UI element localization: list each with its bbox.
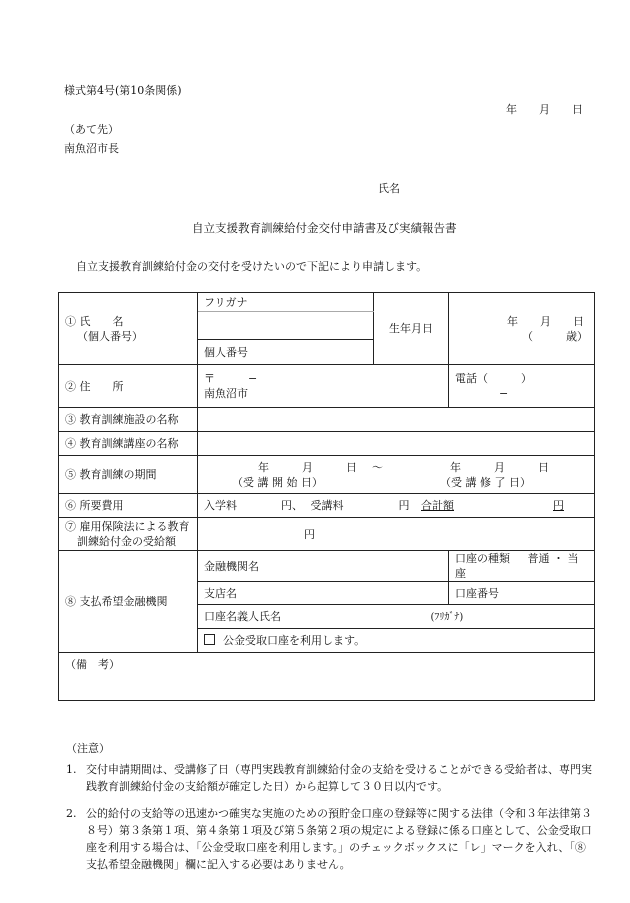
account-type-cell[interactable] bbox=[449, 551, 595, 582]
entrance-fee: 入学料 円、 bbox=[204, 499, 303, 512]
note-text: 交付申請期間は、受講修了日（専門実践教育訓練給付金の支給を受けることができる受給者は、専門実践教育訓練給付金の支給額が確定した日）から起算して３０日以内です。 bbox=[86, 763, 592, 793]
remarks-label: （備 考） bbox=[65, 658, 120, 671]
form-title: 自立支援教育訓練給付金交付申請書及び実績報告書 bbox=[192, 221, 457, 235]
start-date: 年 月 日 bbox=[258, 460, 357, 474]
holder-kana-label: (ﾌﾘｶﾞﾅ) bbox=[430, 611, 464, 623]
remarks-cell[interactable] bbox=[59, 653, 595, 701]
dob-cell[interactable] bbox=[449, 293, 595, 365]
public-account-checkbox[interactable] bbox=[204, 634, 215, 645]
dob-label: 生年月日 bbox=[374, 293, 449, 365]
phone-dash: − bbox=[499, 387, 509, 400]
period-cell[interactable] bbox=[198, 456, 595, 494]
total-yen: 円 bbox=[553, 499, 564, 512]
account-number-cell[interactable] bbox=[449, 582, 595, 605]
end-date-label: （受 講 修 了 日） bbox=[440, 475, 531, 489]
applicant-name-label: 氏名 bbox=[378, 182, 400, 195]
end-date: 年 月 日 bbox=[450, 460, 549, 474]
name-label-cell bbox=[59, 293, 198, 365]
dob-value: 年 月 日 bbox=[507, 314, 584, 328]
benefit-label-2: 訓練給付金の受給額 bbox=[77, 535, 176, 548]
start-date-label: （受 講 開 始 日） bbox=[232, 475, 323, 489]
furigana-label: フリガナ bbox=[204, 295, 248, 309]
account-type-value: 普通 ・ 当座 bbox=[455, 552, 579, 580]
period-tilde: 〜 bbox=[372, 460, 383, 474]
application-table bbox=[58, 292, 595, 701]
name-input-cell[interactable] bbox=[198, 312, 374, 340]
note-number: 1. bbox=[66, 763, 77, 776]
benefit-cell[interactable] bbox=[198, 518, 595, 551]
account-number-label: 口座番号 bbox=[455, 586, 499, 600]
institution-cell[interactable] bbox=[198, 551, 449, 582]
my-number-label: （個人番号） bbox=[77, 329, 143, 343]
notes-section bbox=[66, 740, 596, 873]
phone-cell[interactable] bbox=[449, 365, 595, 408]
furigana-cell[interactable] bbox=[198, 293, 374, 312]
cost-label: ⑥ 所要費用 bbox=[59, 494, 198, 518]
address-label: ② 住 所 bbox=[59, 365, 198, 408]
form-number: 様式第4号(第10条関係) bbox=[64, 84, 182, 97]
my-number-field-label: 個人番号 bbox=[204, 345, 248, 359]
note-text: 公的給付の支給等の迅速かつ確実な実施のための預貯金口座の登録等に関する法律（令和３年法律第３８号）第３条第１項、第４条第１項及び第５条第２項の規定による登録に係る口座として、公金受取口座を利用する場合は、「公金受取口座を利用します。」のチェックボックスに「レ」マークを入れ、「⑧支払希望金融機関」欄に記入する必要はありません。 bbox=[86, 807, 592, 871]
my-number-cell[interactable] bbox=[198, 340, 374, 365]
note-number: 2. bbox=[66, 807, 77, 820]
period-label: ⑤ 教育訓練の期間 bbox=[59, 456, 198, 494]
note-item bbox=[66, 805, 596, 873]
benefit-yen: 円 bbox=[304, 527, 315, 541]
course-label: ④ 教育訓練講座の名称 bbox=[59, 432, 198, 456]
public-account-label: 公金受取口座を利用します。 bbox=[223, 634, 366, 647]
addressee-label: （あて先） bbox=[64, 123, 119, 136]
account-type-label: 口座の種類 bbox=[455, 552, 510, 565]
benefit-label-cell bbox=[59, 518, 198, 551]
name-label: ① 氏 名 bbox=[65, 314, 124, 328]
note-item bbox=[66, 761, 596, 795]
holder-label: 口座名義人氏名 bbox=[204, 609, 281, 623]
facility-label: ③ 教育訓練施設の名称 bbox=[59, 408, 198, 432]
cost-cell[interactable] bbox=[198, 494, 595, 518]
public-account-cell bbox=[198, 629, 595, 653]
facility-input[interactable] bbox=[198, 408, 595, 432]
holder-cell[interactable] bbox=[198, 605, 595, 629]
branch-cell[interactable] bbox=[198, 582, 449, 605]
address-city: 南魚沼市 bbox=[204, 387, 248, 400]
postal-code: 〒 − bbox=[204, 372, 258, 385]
benefit-label: ⑦ 雇用保険法による教育 bbox=[65, 520, 190, 533]
notes-heading: （注意） bbox=[66, 742, 110, 755]
bank-label: ⑧ 支払希望金融機関 bbox=[59, 551, 198, 653]
addressee: 南魚沼市長 bbox=[64, 142, 119, 155]
tuition-fee: 受講料 円 bbox=[310, 499, 410, 512]
address-cell[interactable] bbox=[198, 365, 449, 408]
application-date: 年 月 日 bbox=[506, 103, 583, 116]
total-amount-label: 合計額 bbox=[421, 499, 454, 512]
course-input[interactable] bbox=[198, 432, 595, 456]
intro-text: 自立支援教育訓練給付金の交付を受けたいので下記により申請します。 bbox=[76, 260, 428, 273]
age-value: （ 歳） bbox=[522, 329, 588, 343]
branch-label: 支店名 bbox=[204, 586, 237, 600]
phone-label: 電話（ ） bbox=[455, 372, 532, 385]
institution-label: 金融機関名 bbox=[204, 559, 259, 573]
